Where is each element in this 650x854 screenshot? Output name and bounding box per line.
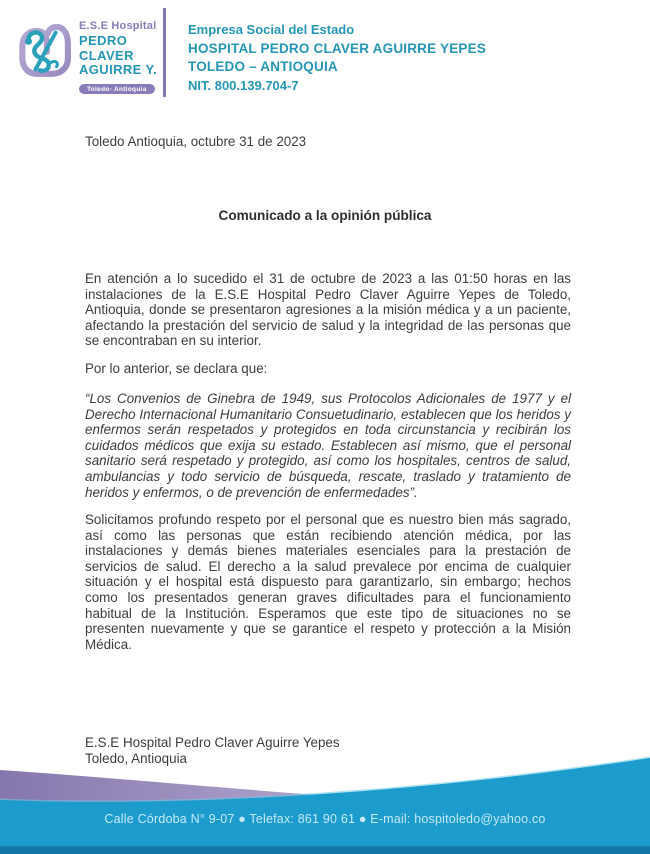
logo-location-badge: Toledo- Antioquia bbox=[79, 84, 155, 94]
org-type-line: Empresa Social del Estado bbox=[188, 22, 355, 37]
quote-paragraph: “Los Convenios de Ginebra de 1949, sus Protocolos Adicionales de 1977 y el Derecho Internacional Humanitario Consuetudinario, establecen que los heridos y enfermos serán respetados y protegidos en toda circunstancia y recibirán los cuidados médicos que exija su estado. Establecen así mismo, que el personal sanitario será respetado y protegido, así como los hospitales, centros de salud, ambulancias y todo servicio de búsqueda, rescate, traslado y tratamiento de heridos y enfermos, o de prevención de enfermedades”. bbox=[85, 391, 571, 500]
document-title: Comunicado a la opinión pública bbox=[218, 208, 432, 223]
body-paragraph-1: En atención a lo sucedido el 31 de octubre de 2023 a las 01:50 horas en las instalaciones de la E.S.E Hospital Pedro Claver Aguirre Yepes de Toledo, Antioquia, donde se presentaron agresiones a la misión médica y a un paciente, afectando la prestación del servicio de salud y la integridad de las personas que se encontraban en su interior. bbox=[85, 271, 571, 349]
signature-line-1: E.S.E Hospital Pedro Claver Aguirre Yepes bbox=[85, 735, 340, 750]
body-paragraph-2: Por lo anterior, se declara que: bbox=[85, 361, 268, 376]
org-nit-line: NIT. 800.139.704-7 bbox=[188, 77, 299, 93]
organization-block bbox=[188, 21, 486, 95]
org-location-line: TOLEDO – ANTIOQUIA bbox=[188, 59, 338, 74]
signature-line-2: Toledo, Antioquia bbox=[85, 751, 187, 766]
footer-wave-graphic bbox=[0, 755, 650, 854]
org-name-line: HOSPITAL PEDRO CLAVER AGUIRRE YEPES bbox=[188, 40, 487, 56]
heart-caduceus-icon bbox=[18, 20, 74, 82]
logo-name-line-1: PEDRO bbox=[79, 33, 128, 48]
dateline: Toledo Antioquia, octubre 31 de 2023 bbox=[85, 134, 307, 149]
footer-address: Calle Córdoba N° 9-07 ● Telefax: 861 90 61 ● E-mail: hospitoledo@yahoo.co bbox=[104, 812, 546, 826]
hospital-logo bbox=[18, 10, 157, 96]
footer-blue-band bbox=[0, 758, 650, 854]
logo-text-block bbox=[79, 10, 157, 96]
logo-ese-label: E.S.E Hospital bbox=[79, 20, 157, 32]
footer-dark-strip bbox=[0, 847, 650, 854]
body-paragraph-4: Solicitamos profundo respeto por el personal que es nuestro bien más sagrado, así como las personas que están recibiendo atención médica, por las instalaciones y demás bienes materiales esenciales para la prestación de servicios de salud. El derecho a la salud prevalece por encima de cualquier situación y el hospital está dispuesto para garantizarlo, sin embargo; hechos como los presentados generan graves dificultades para el funcionamiento habitual de la Institución. Esperamos que este tipo de situaciones no se presenten nuevamente y que se garantice el respeto y protección a la Misión Médica. bbox=[85, 512, 571, 652]
logo-name-line-2: CLAVER bbox=[79, 47, 134, 63]
logo-name-line-3: AGUIRRE Y. bbox=[79, 62, 158, 77]
letterhead-divider bbox=[163, 8, 166, 97]
footer bbox=[0, 755, 650, 854]
